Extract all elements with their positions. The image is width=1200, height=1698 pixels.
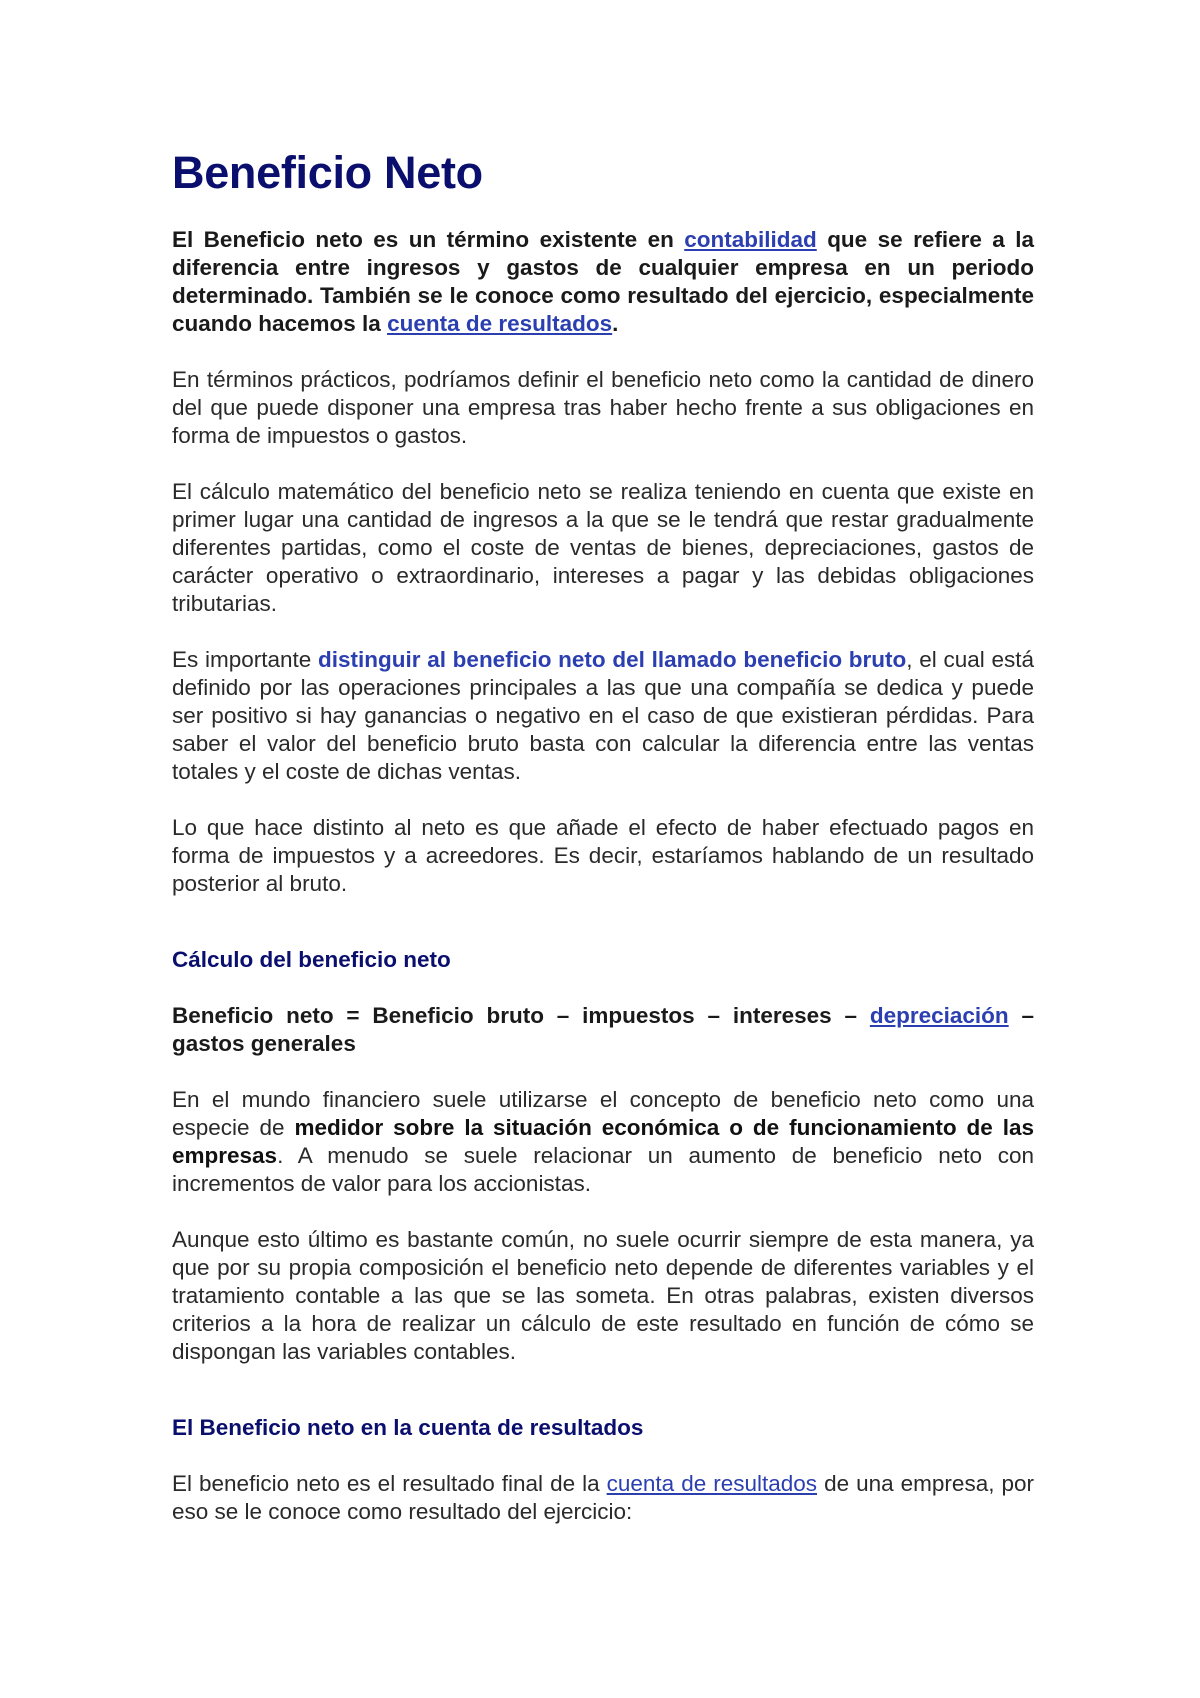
intro-text-3: . xyxy=(612,310,619,336)
paragraph-mundo-financiero xyxy=(172,1086,1034,1198)
cuenta-de-resultados-link-2[interactable]: cuenta de resultados xyxy=(606,1470,818,1496)
p3-text-2: , el cual está definido por las operaciones principales a las que una compañía se dedica y puede ser positivo si hay ganancias o negativo en el caso de que existieran pérdidas. Para saber el valor del beneficio bruto basta con calcular la diferencia entre las ventas totales y el coste de dichas ventas. xyxy=(172,646,1035,784)
distinguir-beneficio-bruto-link[interactable]: distinguir al beneficio neto del llamado beneficio bruto xyxy=(318,646,907,672)
contabilidad-link[interactable]: contabilidad xyxy=(684,226,817,252)
paragraph-resultado-final xyxy=(172,1470,1034,1526)
depreciacion-link[interactable]: depreciación xyxy=(869,1002,1009,1028)
cuenta-de-resultados-link[interactable]: cuenta de resultados xyxy=(387,310,613,336)
p5-text-1: En el mundo financiero suele utilizarse el concepto de beneficio neto como una especie de xyxy=(172,1086,1034,1140)
p7-text-2: de una empresa, por eso se le conoce como resultado del ejercicio: xyxy=(172,1470,1034,1524)
formula-text-2: – gastos generales xyxy=(172,1002,1035,1056)
formula-paragraph xyxy=(172,1002,1034,1058)
paragraph-distinto-al-neto: Lo que hace distinto al neto es que añade el efecto de haber efectuado pagos en forma de impuestos y a acreedores. Es decir, estaríamos hablando de un resultado posterior al bruto. xyxy=(172,814,1034,896)
paragraph-aunque: Aunque esto último es bastante común, no suele ocurrir siempre de esta manera, ya que por su propia composición el beneficio neto depende de diferentes variables y el tratamiento contable a las que se las someta. En otras palabras, existen diversos criterios a la hora de realizar un cálculo de este resultado en función de cómo se dispongan las variables contables. xyxy=(172,1226,1034,1364)
intro-text-2: que se refiere a la diferencia entre ingresos y gastos de cualquier empresa en un periodo determinado. También se le conoce como resultado del ejercicio, especialmente cuando hacemos la xyxy=(172,226,1034,336)
paragraph-calculo-matematico: El cálculo matemático del beneficio neto se realiza teniendo en cuenta que existe en primer lugar una cantidad de ingresos a la que se le tendrá que restar gradualmente diferentes partidas, como el coste de ventas de bienes, depreciaciones, gastos de carácter operativo o extraordinario, intereses a pagar y las debidas obligaciones tributarias. xyxy=(172,478,1034,616)
p5-text-2: . A menudo se suele relacionar un aumento de beneficio neto con incrementos de valor para los accionistas. xyxy=(172,1142,1034,1196)
page-title: Beneficio Neto xyxy=(172,147,483,198)
intro-paragraph xyxy=(172,226,1034,338)
document-page xyxy=(172,130,1034,1554)
section-heading-calculo: Cálculo del beneficio neto xyxy=(172,946,451,972)
intro-text-1: El Beneficio neto es un término existente en xyxy=(172,226,685,252)
section-heading-cuenta-resultados: El Beneficio neto en la cuenta de resultados xyxy=(172,1414,644,1440)
paragraph-terminos-practicos: En términos prácticos, podríamos definir el beneficio neto como la cantidad de dinero del que puede disponer una empresa tras haber hecho frente a sus obligaciones en forma de impuestos o gastos. xyxy=(172,366,1034,448)
p5-bold-text: medidor sobre la situación económica o de funcionamiento de las empresas xyxy=(172,1114,1034,1168)
p3-text-1: Es importante xyxy=(172,646,318,672)
formula-text-1: Beneficio neto = Beneficio bruto – impuestos – intereses – xyxy=(172,1002,870,1028)
p7-text-1: El beneficio neto es el resultado final de la xyxy=(172,1470,607,1496)
paragraph-beneficio-bruto xyxy=(172,646,1034,786)
